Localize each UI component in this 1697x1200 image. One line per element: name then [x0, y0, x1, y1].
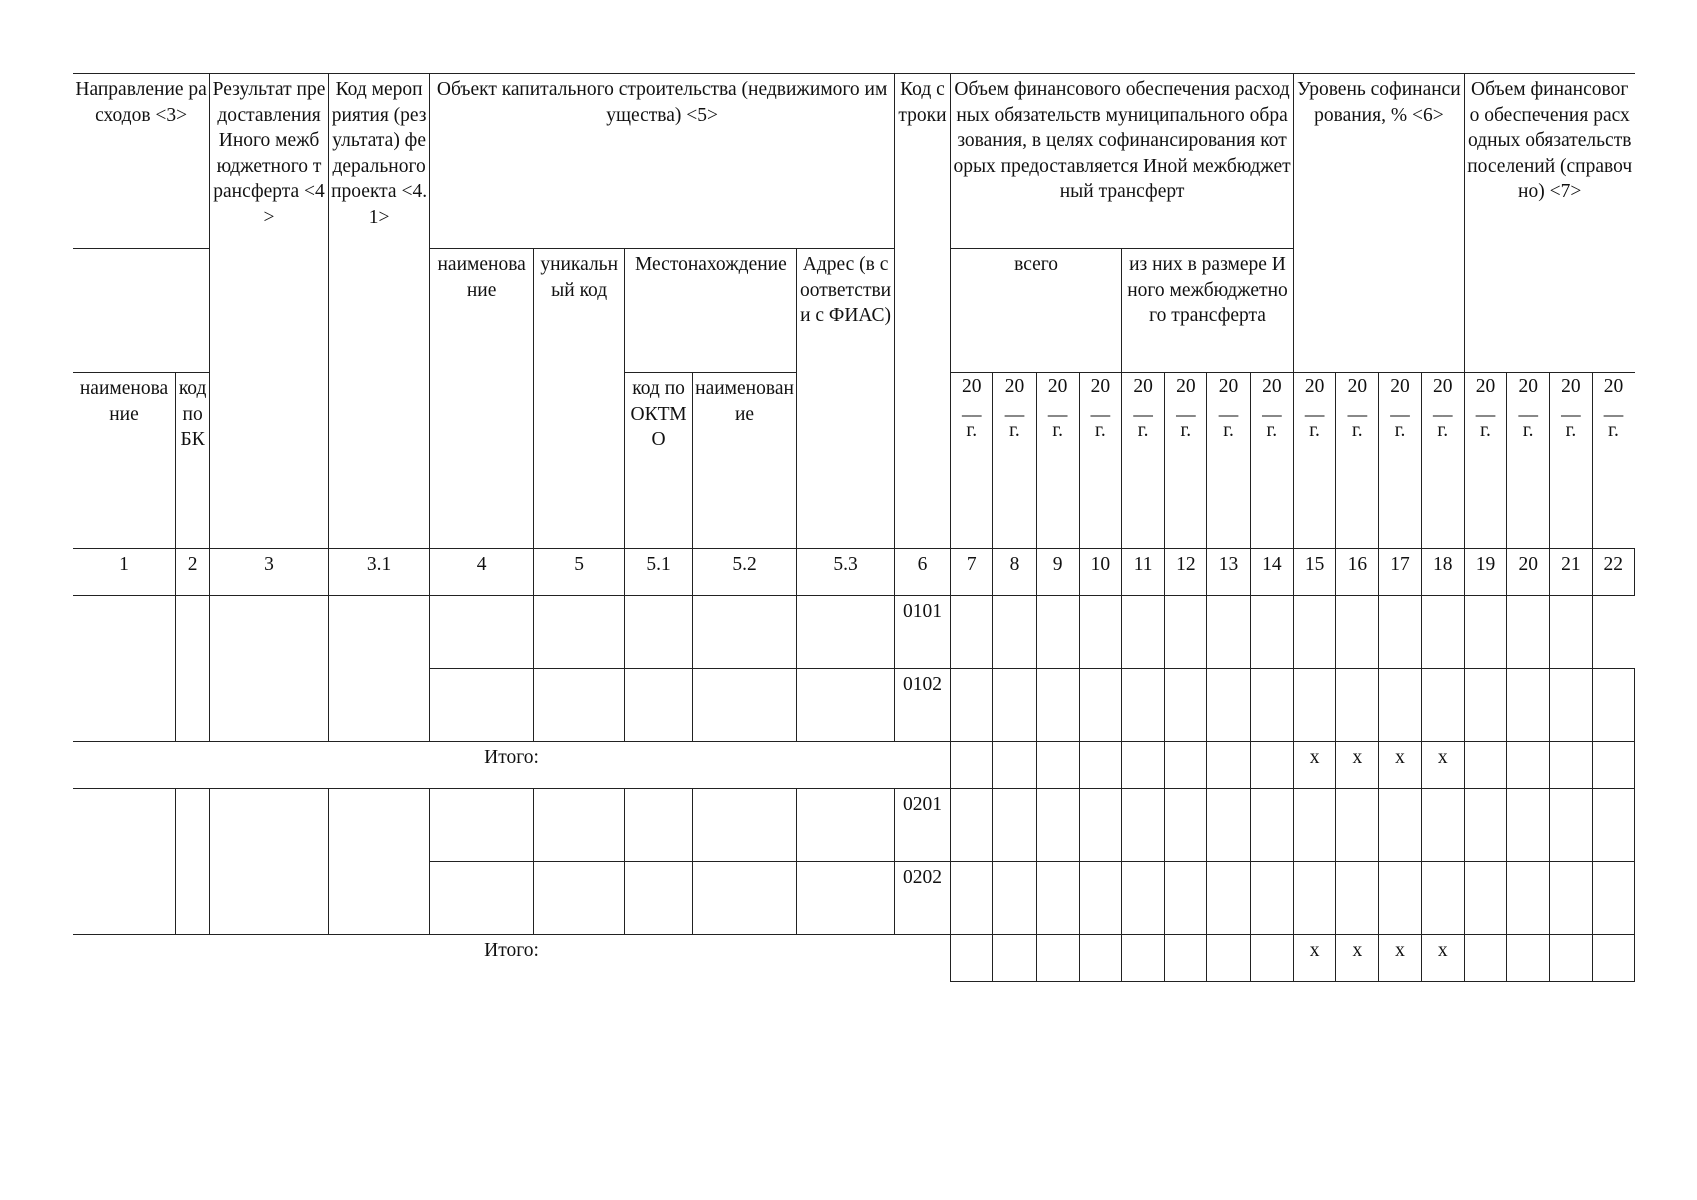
data-row [73, 789, 1635, 862]
header-event-code: Код мероприятия (результата) федерального проекта <4.1> [328, 74, 430, 549]
cell-direction-name[interactable] [73, 789, 176, 935]
value-cell[interactable] [1592, 862, 1634, 935]
cell-location-name[interactable] [692, 862, 797, 935]
value-cell[interactable] [1421, 596, 1464, 669]
column-number: 5.1 [625, 549, 692, 596]
value-cell[interactable] [1250, 862, 1293, 935]
value-cell[interactable] [1336, 669, 1379, 742]
total-cell[interactable] [951, 742, 993, 789]
column-number: 10 [1079, 549, 1121, 596]
column-numbers-row [73, 549, 1635, 596]
header-unique-code: уникальный код [533, 249, 624, 549]
header-row-1 [73, 74, 1635, 249]
cell-unique-code[interactable] [533, 789, 624, 862]
value-cell[interactable] [1165, 862, 1207, 935]
total-mark: x [1336, 742, 1379, 789]
value-cell[interactable] [1122, 789, 1165, 862]
header-of-which: из них в размере Иного межбюджетного трансферта [1122, 249, 1294, 373]
total-cell[interactable] [1550, 935, 1592, 982]
header-location: Местонахождение [625, 249, 797, 373]
value-cell[interactable] [1036, 862, 1079, 935]
line-code: 0201 [894, 789, 950, 862]
value-cell[interactable] [1293, 789, 1335, 862]
value-cell[interactable] [1250, 596, 1293, 669]
column-number: 19 [1464, 549, 1506, 596]
value-cell[interactable] [1592, 669, 1634, 742]
year-cell: 20 __ г. [1122, 373, 1165, 549]
total-mark: x [1293, 935, 1335, 982]
total-label: Итого: [73, 742, 951, 789]
column-number: 5.3 [797, 549, 895, 596]
column-number: 9 [1036, 549, 1079, 596]
year-cell: 20 __ г. [1250, 373, 1293, 549]
value-cell[interactable] [1592, 789, 1634, 862]
column-number: 2 [176, 549, 210, 596]
column-number: 3 [210, 549, 329, 596]
value-cell[interactable] [1036, 596, 1079, 669]
cell-oktmo[interactable] [625, 789, 692, 862]
total-label: Итого: [73, 935, 951, 982]
total-mark: x [1336, 935, 1379, 982]
value-cell[interactable] [1293, 596, 1335, 669]
cell-oktmo[interactable] [625, 862, 692, 935]
value-cell[interactable] [1079, 789, 1121, 862]
value-cell[interactable] [1122, 596, 1165, 669]
cell-address[interactable] [797, 789, 895, 862]
year-cell: 20 __ г. [993, 373, 1036, 549]
value-cell[interactable] [1464, 596, 1506, 669]
value-cell[interactable] [1464, 669, 1506, 742]
value-cell[interactable] [993, 789, 1036, 862]
header-kbk-code: код по БК [176, 373, 210, 549]
header-cofin-level: Уровень софинансирования, % <6> [1293, 74, 1464, 373]
value-cell[interactable] [993, 669, 1036, 742]
value-cell[interactable] [1507, 596, 1550, 669]
total-cell[interactable] [993, 935, 1036, 982]
value-cell[interactable] [951, 669, 993, 742]
column-number: 20 [1507, 549, 1550, 596]
value-cell[interactable] [1207, 596, 1250, 669]
column-number: 6 [894, 549, 950, 596]
column-number: 1 [73, 549, 176, 596]
value-cell[interactable] [1421, 862, 1464, 935]
header-total: всего [951, 249, 1122, 373]
value-cell[interactable] [1122, 669, 1165, 742]
value-cell[interactable] [1507, 669, 1550, 742]
cell-direction-name[interactable] [73, 596, 176, 742]
line-code: 0102 [894, 669, 950, 742]
value-cell[interactable] [1165, 789, 1207, 862]
total-row [73, 742, 1635, 789]
cell-address[interactable] [797, 669, 895, 742]
total-cell[interactable] [1250, 935, 1293, 982]
total-cell[interactable] [1207, 935, 1250, 982]
form-page [73, 73, 1635, 982]
cell-kbk-code[interactable] [176, 789, 210, 935]
value-cell[interactable] [1207, 789, 1250, 862]
header-settlements: Объем финансового обеспечения расходных обязательств поселений (справочно) <7> [1464, 74, 1634, 373]
value-cell[interactable] [1207, 862, 1250, 935]
cell-address[interactable] [797, 862, 895, 935]
header-direction: Направление расходов <3> [73, 74, 210, 249]
total-mark: x [1293, 742, 1335, 789]
value-cell[interactable] [1550, 862, 1592, 935]
column-number: 5 [533, 549, 624, 596]
value-cell[interactable] [1250, 669, 1293, 742]
total-cell[interactable] [1592, 935, 1634, 982]
total-cell[interactable] [1507, 742, 1550, 789]
cell-result[interactable] [210, 789, 329, 935]
column-number: 13 [1207, 549, 1250, 596]
value-cell[interactable] [1165, 669, 1207, 742]
transfer-form-table [73, 73, 1635, 982]
column-number: 3.1 [328, 549, 430, 596]
value-cell[interactable] [1464, 862, 1506, 935]
value-cell[interactable] [1592, 596, 1634, 669]
value-cell[interactable] [1421, 669, 1464, 742]
header-direction-name: наименование [73, 373, 176, 549]
year-cell: 20 __ г. [1464, 373, 1506, 549]
total-cell[interactable] [993, 742, 1036, 789]
column-number: 22 [1592, 549, 1634, 596]
column-number: 8 [993, 549, 1036, 596]
total-cell[interactable] [1207, 742, 1250, 789]
cell-location-name[interactable] [692, 669, 797, 742]
cell-oktmo[interactable] [625, 596, 692, 669]
value-cell[interactable] [1079, 669, 1121, 742]
cell-event-code[interactable] [328, 789, 430, 935]
value-cell[interactable] [1379, 789, 1421, 862]
total-cell[interactable] [1464, 742, 1506, 789]
year-cell: 20 __ г. [1379, 373, 1421, 549]
year-cell: 20 __ г. [1507, 373, 1550, 549]
value-cell[interactable] [1336, 596, 1379, 669]
cell-unique-code[interactable] [533, 596, 624, 669]
value-cell[interactable] [1379, 669, 1421, 742]
line-code: 0202 [894, 862, 950, 935]
value-cell[interactable] [1379, 862, 1421, 935]
header-volume: Объем финансового обеспечения расходных обязательств муниципального образования, в целях софинансирования которых предоставляется Иной межбюджетный трансферт [951, 74, 1294, 249]
value-cell[interactable] [1507, 789, 1550, 862]
year-cell: 20 __ г. [1421, 373, 1464, 549]
value-cell[interactable] [1293, 862, 1335, 935]
total-cell[interactable] [1036, 935, 1079, 982]
year-cell: 20 __ г. [1079, 373, 1121, 549]
cell-object-name[interactable] [430, 669, 534, 742]
value-cell[interactable] [1550, 669, 1592, 742]
column-number: 12 [1165, 549, 1207, 596]
value-cell[interactable] [1036, 669, 1079, 742]
value-cell[interactable] [951, 862, 993, 935]
column-number: 15 [1293, 549, 1335, 596]
cell-unique-code[interactable] [533, 862, 624, 935]
value-cell[interactable] [993, 596, 1036, 669]
value-cell[interactable] [951, 789, 993, 862]
header-line-code: Код строки [894, 74, 950, 549]
column-number: 7 [951, 549, 993, 596]
cell-event-code[interactable] [328, 596, 430, 742]
cell-location-name[interactable] [692, 789, 797, 862]
value-cell[interactable] [1507, 862, 1550, 935]
header-result: Результат предоставления Иного межбюджетного трансферта <4> [210, 74, 329, 549]
year-cell: 20 __ г. [1207, 373, 1250, 549]
header-address: Адрес (в соответствии с ФИАС) [797, 249, 895, 549]
header-oktmo-code: код по ОКТМО [625, 373, 692, 549]
total-cell[interactable] [1079, 935, 1121, 982]
total-cell[interactable] [1550, 742, 1592, 789]
column-number: 14 [1250, 549, 1293, 596]
value-cell[interactable] [1293, 669, 1335, 742]
cell-location-name[interactable] [692, 596, 797, 669]
header-object: Объект капитального строительства (недвижимого имущества) <5> [430, 74, 894, 249]
value-cell[interactable] [1207, 669, 1250, 742]
cell-object-name[interactable] [430, 596, 534, 669]
total-cell[interactable] [1250, 742, 1293, 789]
total-mark: x [1379, 742, 1421, 789]
value-cell[interactable] [1464, 789, 1506, 862]
total-row [73, 935, 1635, 982]
cell-unique-code[interactable] [533, 669, 624, 742]
column-number: 11 [1122, 549, 1165, 596]
year-cell: 20 __ г. [1165, 373, 1207, 549]
year-cell: 20 __ г. [1036, 373, 1079, 549]
total-cell[interactable] [1464, 935, 1506, 982]
value-cell[interactable] [1421, 789, 1464, 862]
value-cell[interactable] [1550, 789, 1592, 862]
year-cell: 20 __ г. [1550, 373, 1592, 549]
value-cell[interactable] [1036, 789, 1079, 862]
total-mark: x [1421, 742, 1464, 789]
total-cell[interactable] [1165, 935, 1207, 982]
column-number: 21 [1550, 549, 1592, 596]
total-cell[interactable] [1507, 935, 1550, 982]
year-cell: 20 __ г. [1336, 373, 1379, 549]
cell-address[interactable] [797, 596, 895, 669]
line-code: 0101 [894, 596, 950, 669]
value-cell[interactable] [993, 862, 1036, 935]
value-cell[interactable] [1379, 596, 1421, 669]
column-number: 16 [1336, 549, 1379, 596]
year-cell: 20 __ г. [951, 373, 993, 549]
total-cell[interactable] [951, 935, 993, 982]
total-cell[interactable] [1165, 742, 1207, 789]
total-cell[interactable] [1592, 742, 1634, 789]
value-cell[interactable] [1250, 789, 1293, 862]
total-cell[interactable] [1036, 742, 1079, 789]
year-cell: 20 __ г. [1592, 373, 1634, 549]
total-cell[interactable] [1122, 742, 1165, 789]
value-cell[interactable] [1079, 862, 1121, 935]
total-mark: x [1421, 935, 1464, 982]
value-cell[interactable] [1336, 862, 1379, 935]
year-cell: 20 __ г. [1293, 373, 1335, 549]
value-cell[interactable] [1079, 596, 1121, 669]
cell-object-name[interactable] [430, 789, 534, 862]
total-mark: x [1379, 935, 1421, 982]
cell-object-name[interactable] [430, 862, 534, 935]
cell-oktmo[interactable] [625, 669, 692, 742]
header-object-name: наименование [430, 249, 534, 549]
total-cell[interactable] [1079, 742, 1121, 789]
header-location-name: наименование [692, 373, 797, 549]
total-cell[interactable] [1122, 935, 1165, 982]
data-row [73, 596, 1635, 669]
header-direction-spacer [73, 249, 210, 373]
value-cell[interactable] [1165, 596, 1207, 669]
value-cell[interactable] [1550, 596, 1592, 669]
cell-result[interactable] [210, 596, 329, 742]
column-number: 17 [1379, 549, 1421, 596]
cell-kbk-code[interactable] [176, 596, 210, 742]
column-number: 5.2 [692, 549, 797, 596]
value-cell[interactable] [1122, 862, 1165, 935]
column-number: 4 [430, 549, 534, 596]
value-cell[interactable] [951, 596, 993, 669]
column-number: 18 [1421, 549, 1464, 596]
value-cell[interactable] [1336, 789, 1379, 862]
